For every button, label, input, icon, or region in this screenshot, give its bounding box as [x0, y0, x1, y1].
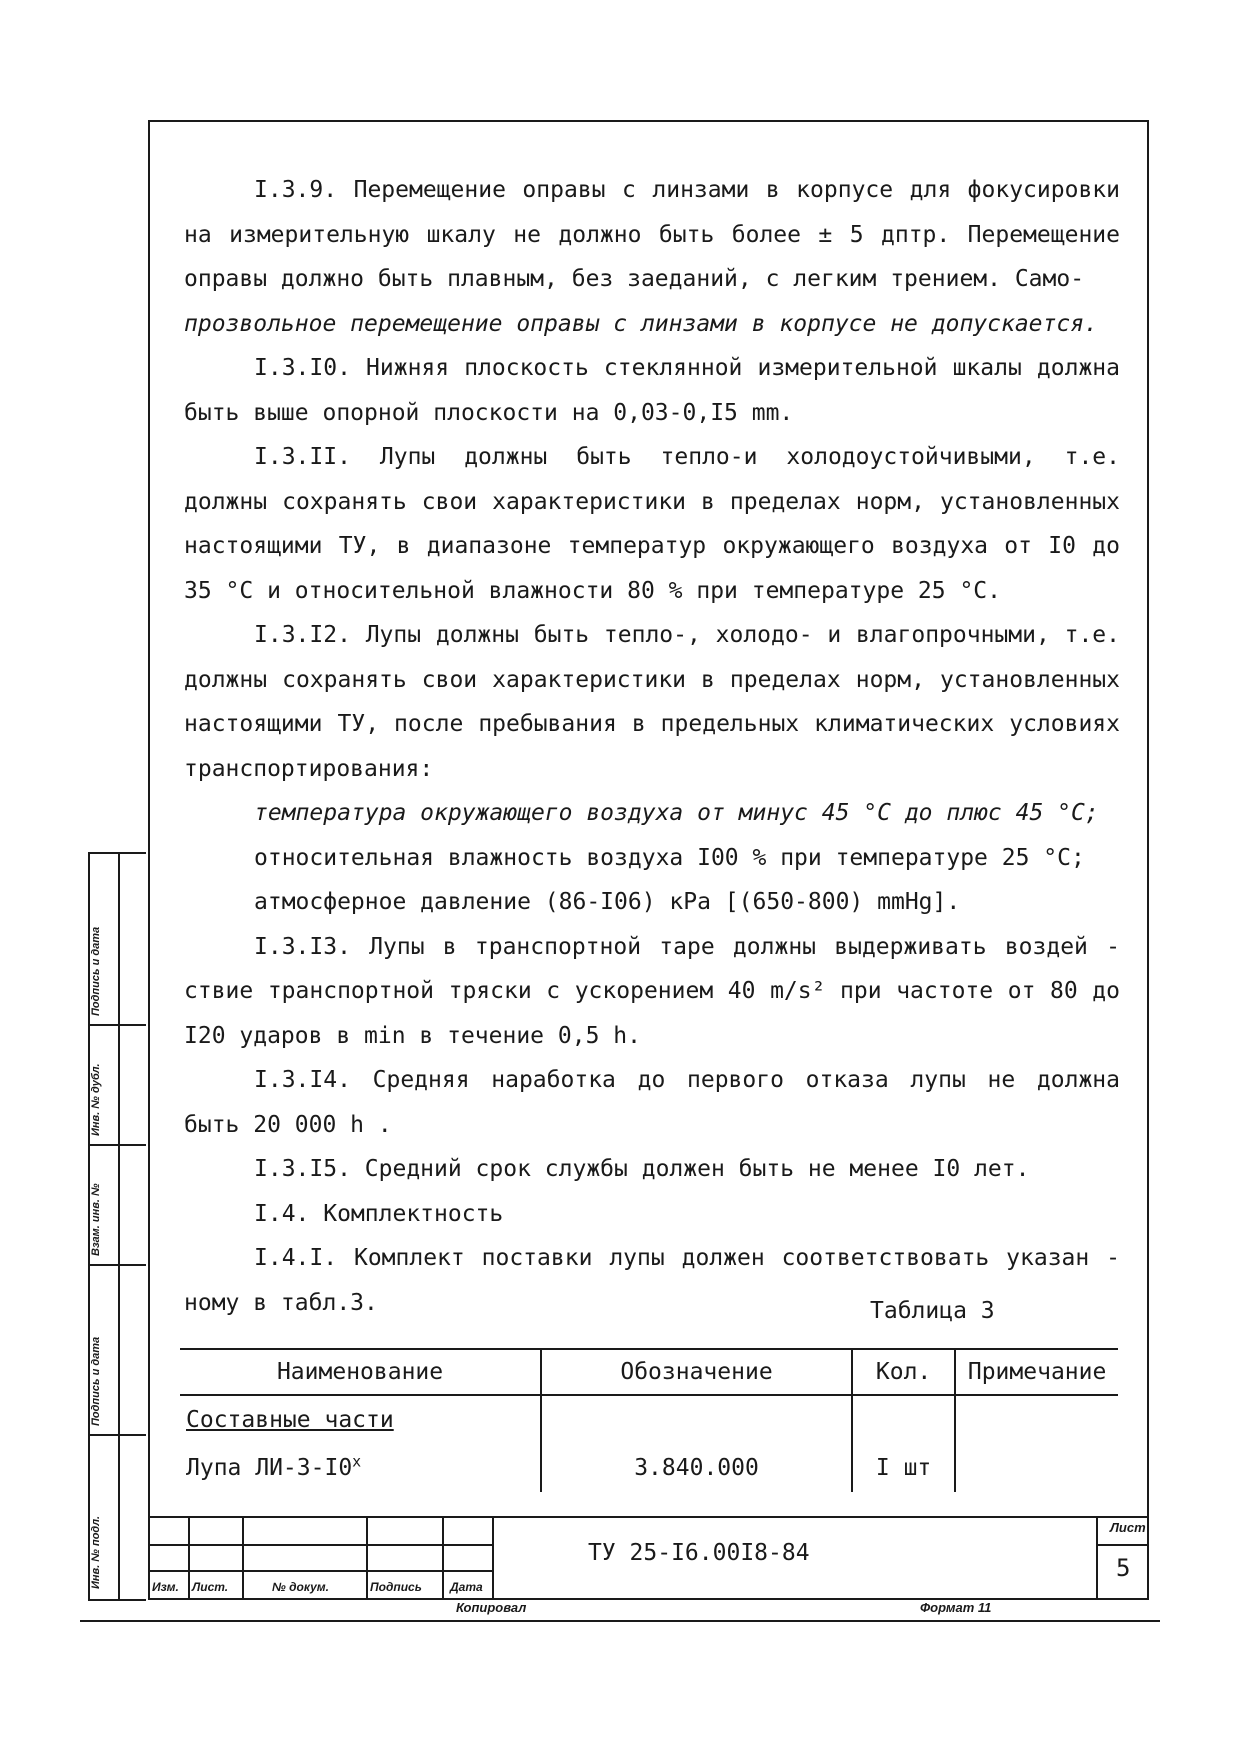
- row-note: [955, 1444, 1118, 1492]
- frame-right-line: [1147, 120, 1149, 1600]
- paragraph-1-3-10: I.3.I0. Нижняя плоскость стеклянной измерительной шкалы должна быть выше опорной плоскости на 0,03-0,I5 mm.: [184, 355, 1120, 426]
- table-title: Таблица 3: [870, 1298, 995, 1324]
- paragraph-1-3-14: I.3.I4. Средняя наработка до первого отказа лупы не должна быть 20 000 h .: [184, 1067, 1120, 1138]
- stamp-date: Дата: [450, 1580, 483, 1594]
- paragraph-1-3-9: I.3.9. Перемещение оправы с линзами в корпусе для фокусировки на измерительную шкалу не должно быть более ± 5 дптр. Перемещение оправы должно быть плавным, без заеданий, с легким трением. Само-: [184, 177, 1120, 292]
- sheet-number: 5: [1116, 1554, 1131, 1582]
- header-designation: Обозначение: [541, 1349, 852, 1395]
- side-cell-dup-inv: Инв. № дубл.: [90, 1026, 146, 1146]
- row-name-cell: [180, 1444, 541, 1492]
- footer-copied: Копировал: [456, 1600, 527, 1615]
- paragraph-1-3-13: I.3.I3. Лупы в транспортной таре должны выдерживать воздей - ствие транспортной тряски с ускорением 40 m/s² при частоте от 80 до I20 ударов в min в течение 0,5 h.: [184, 933, 1120, 1049]
- header-qty: Кол.: [852, 1349, 955, 1395]
- frame-top-line: [148, 120, 1148, 122]
- stamp-izm: Изм.: [152, 1580, 179, 1594]
- stamp-signature: Подпись: [370, 1580, 422, 1594]
- paragraph-1-4-1: I.4.I. Комплект поставки лупы должен соответствовать указан - ному в табл.3.: [184, 1245, 1120, 1316]
- row-name: Лупа ЛИ-3-I0: [186, 1455, 353, 1481]
- header-name: Наименование: [180, 1349, 541, 1395]
- condition-humidity: относительная влажность воздуха I00 % при температуре 25 °С;: [254, 844, 1085, 871]
- title-block: [148, 1516, 1148, 1600]
- paragraph-1-3-11: I.3.II. Лупы должны быть тепло-и холодоустойчивыми, т.е. должны сохранять свои характеристики в пределах норм, установленных настоящими ТУ, в диапазоне температур окружающего воздуха от I0 до 35 °С и относительной влажности 80 % при температуре 25 °С.: [184, 444, 1120, 604]
- paragraph-1-3-12: I.3.I2. Лупы должны быть тепло-, холодо- и влагопрочными, т.е. должны сохранять свои характеристики в пределах норм, установленных настоящими ТУ, после пребывания в предельных климатических условиях транспортирования:: [184, 622, 1120, 782]
- side-cell-signature-date-1: Подпись и дата: [90, 854, 146, 1026]
- footer-format: Формат 11: [920, 1600, 992, 1615]
- paragraph-1-3-9-continuation: прозвольное перемещение оправы с линзами в корпусе не допускается.: [184, 310, 1098, 337]
- document-body: [184, 168, 1120, 1325]
- footer-line: [80, 1620, 1160, 1622]
- table-header-row: [180, 1349, 1118, 1395]
- stamp-list: Лист.: [192, 1580, 229, 1594]
- frame-left-line: [148, 120, 150, 1600]
- side-cell-signature-date-2: Подпись и дата: [90, 1266, 146, 1436]
- table-row: [180, 1444, 1118, 1492]
- side-cell-replace-inv: Взам. инв. №: [90, 1146, 146, 1266]
- components-table: [180, 1348, 1118, 1492]
- row-designation: 3.840.000: [541, 1444, 852, 1492]
- section-label-text: Составные части: [186, 1407, 394, 1433]
- paragraph-1-3-15: I.3.I5. Средний срок службы должен быть не менее I0 лет.: [254, 1156, 1030, 1182]
- section-1-4-heading: I.4. Комплектность: [254, 1200, 504, 1227]
- stamp-doc-number: № докум.: [272, 1580, 329, 1594]
- document-code: ТУ 25-I6.00I8-84: [588, 1540, 810, 1566]
- header-note: Примечание: [955, 1349, 1118, 1395]
- sheet-label: Лист: [1110, 1520, 1146, 1535]
- left-margin-stamp: [88, 852, 146, 1601]
- section-label: [180, 1395, 541, 1444]
- side-cell-original-inv: Инв. № подл.: [90, 1515, 102, 1589]
- table-section-row: [180, 1395, 1118, 1444]
- row-name-footnote-mark: x: [352, 1452, 362, 1471]
- condition-pressure: атмосферное давление (86-I06) кРа [(650-800) mmHg].: [254, 889, 961, 915]
- condition-temperature: температура окружающего воздуха от минус 45 °С до плюс 45 °С;: [254, 800, 1099, 826]
- row-qty: I шт: [852, 1444, 955, 1492]
